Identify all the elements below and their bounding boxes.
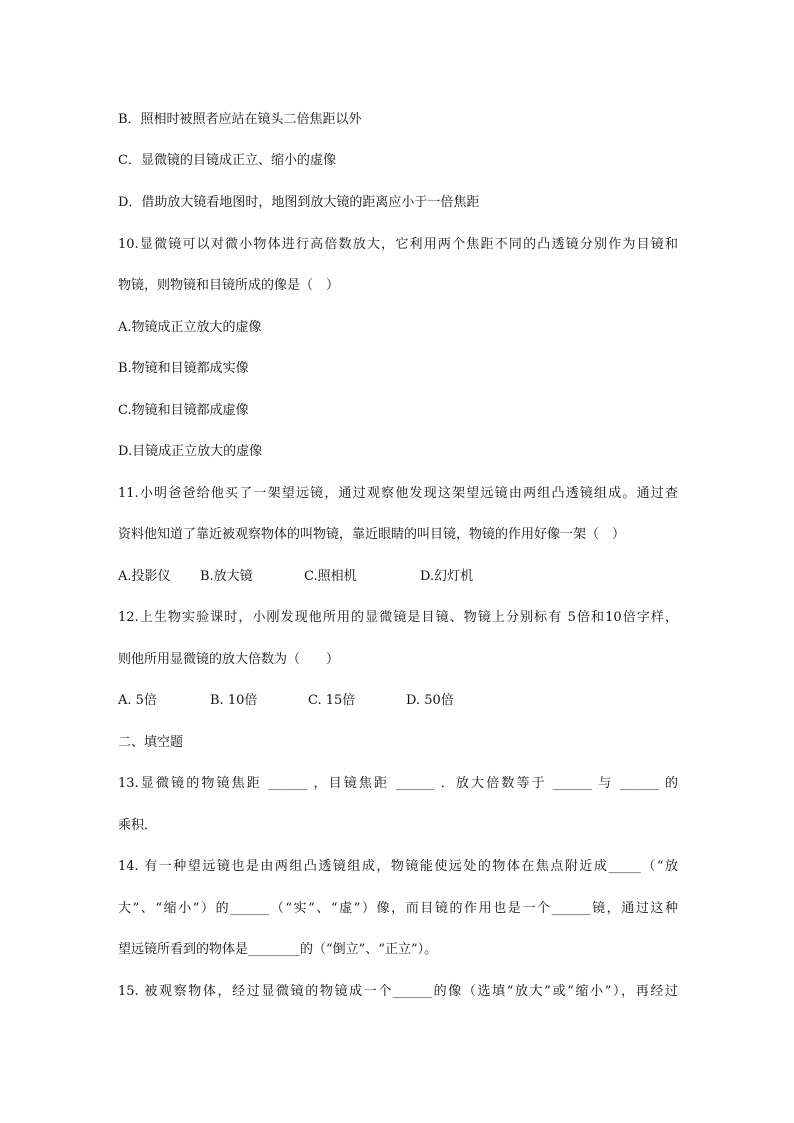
question-10-option-c: C.物镜和目镜都成虚像 [118,403,249,418]
question-10-option-b: B.物镜和目镜都成实像 [118,361,249,376]
question-11-option-c: C.照相机 [304,569,357,584]
question-11-option-d: D.幻灯机 [420,569,474,584]
question-10-line-1: 10.显微镜可以对微小物体进行高倍数放大，它利用两个焦距不同的凸透镜分别作为目镜和 [118,237,678,252]
option-d-prev-question: D．借助放大镜看地图时，地图到放大镜的距离应小于一倍焦距 [118,195,480,210]
question-12-option-d: D. 50倍 [406,693,454,708]
question-11-option-a: A.投影仪 [118,569,171,584]
question-11-line-1: 11.小明爸爸给他买了一架望远镜，通过观察他发现这架望远镜由两组凸透镜组成。通过查 [118,486,678,501]
question-12-option-b: B. 10倍 [210,693,258,708]
question-15-line-1: 15. 被观察物体，经过显微镜的物镜成一个______的像（选填“放大”或“缩小”），再经过 [118,984,678,999]
question-12-options [118,693,678,709]
question-14-line-3: 望远镜所看到的物体是________的（“倒立”、“正立”）。 [118,942,438,957]
question-10-option-a: A.物镜成正立放大的虚像 [118,320,262,335]
question-14-line-1: 14. 有一种望远镜也是由两组凸透镜组成，物镜能使远处的物体在焦点附近成_____（“放 [118,859,678,874]
question-13-line-2: 乘积． [118,818,158,833]
section-heading-fill-in: 二、填空题 [118,735,184,750]
question-13-line-1: 13.显微镜的物镜焦距 ______ ，目镜焦距 ______ ．放大倍数等于 ______ 与 ______ 的 [118,776,678,791]
question-11-line-2: 资料他知道了靠近被观察物体的叫物镜，靠近眼睛的叫目镜，物镜的作用好像一架（ ） [118,527,626,542]
option-c-prev-question: C．显微镜的目镜成正立、缩小的虚像 [118,153,336,168]
question-12-line-1: 12.上生物实验课时，小刚发现他所用的显微镜是目镜、物镜上分别标有 5倍和10倍字样， [118,610,678,625]
question-12-line-2: 则他所用显微镜的放大倍数为（ ） [118,652,340,667]
question-12-option-a: A. 5倍 [118,693,157,708]
question-14-line-2: 大”、“缩小”）的______（“实”、“虚”）像，而目镜的作用也是一个______镜，通过这种 [118,901,678,916]
question-10-line-2: 物镜，则物镜和目镜所成的像是（ ） [118,278,340,293]
question-10-option-d: D.目镜成正立放大的虚像 [118,444,263,459]
option-b-prev-question: B．照相时被照者应站在镜头二倍焦距以外 [118,112,362,127]
question-12-option-c: C. 15倍 [308,693,356,708]
question-11-option-b: B.放大镜 [200,569,253,584]
question-11-options [118,569,678,585]
